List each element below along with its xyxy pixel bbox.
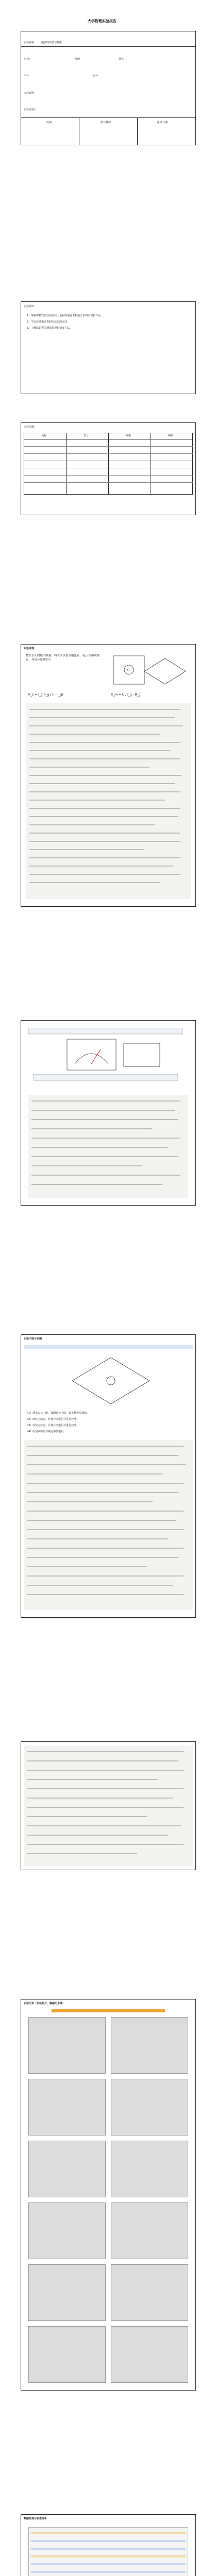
experiment-photo — [28, 2141, 106, 2197]
data-row — [31, 2563, 186, 2565]
principle-cont-lines — [28, 1095, 188, 1198]
review-date-header: 批改日期 — [157, 121, 168, 124]
data-row — [31, 2540, 186, 2542]
step-line: （1）测量表头内阻，按图连接电路，调节使表头满偏。 — [26, 1412, 90, 1415]
equipment-heading: 实验仪器： — [24, 426, 37, 429]
purpose-heading: 实验目的： — [24, 305, 37, 308]
formula-multiplier: R_m = U / I_g - R_g — [111, 693, 141, 697]
data-screenshot — [28, 2527, 188, 2576]
experiment-photo — [111, 2017, 188, 2074]
course-value: 电表的改装与校准 — [41, 41, 62, 44]
experiment-photo — [28, 2326, 106, 2383]
step-line: （3）改装电压表，计算分压电阻并进行校准。 — [26, 1424, 79, 1427]
cover-frame — [21, 31, 196, 145]
principle-heading: 实验原理 — [24, 647, 35, 650]
equip-col: 规格 — [126, 434, 131, 437]
experiment-photo — [111, 2141, 188, 2197]
formula-shunt: R_s = I_g R_g / (I - I_g) — [28, 693, 63, 697]
circuit-diagram-icon — [111, 653, 188, 689]
purpose-line: 3、了解欧姆表的测量原理和刻度方法。 — [27, 327, 73, 330]
highlight-bar — [24, 1345, 193, 1349]
photo-caption-bar — [52, 2009, 165, 2012]
meter-icon — [28, 1028, 183, 1090]
analysis-lines — [24, 1745, 193, 1867]
major-label: 专业： — [24, 58, 32, 61]
date-label: 实验日期 — [24, 92, 35, 95]
experiment-photo — [111, 2326, 188, 2383]
equip-col: 型号 — [84, 434, 89, 437]
experiment-photo — [111, 2079, 188, 2136]
purpose-line: 1、掌握将微安表改装成较大量程的电流表和电压表的原理和方法； — [27, 314, 104, 317]
data-row — [31, 2548, 186, 2550]
equip-col: 编号 — [168, 434, 174, 437]
experiment-photo — [28, 2017, 106, 2074]
score-header: 成绩 — [46, 121, 52, 124]
bridge-circuit-icon — [67, 1355, 155, 1406]
data-row — [31, 2571, 186, 2573]
teacher-header: 指导教师 — [101, 121, 111, 124]
experiment-photo — [111, 2202, 188, 2259]
experiment-photo — [111, 2264, 188, 2321]
class-label: 班级 — [75, 58, 80, 61]
room-label: 实验室房号 — [24, 108, 37, 111]
experiment-photo — [28, 2079, 106, 2136]
experiment-photo — [28, 2202, 106, 2259]
content-heading: 实验内容与步骤 — [24, 1337, 42, 1341]
name-label: 姓名 — [119, 58, 124, 61]
group-label: 组号 — [93, 75, 98, 78]
svg-text:G: G — [127, 668, 130, 672]
data-row — [31, 2532, 186, 2534]
content-lines — [24, 1440, 193, 1610]
equip-col: 名称 — [41, 434, 47, 437]
experiment-photo — [28, 2264, 106, 2321]
photos-heading: 实验记录（实验照片、数据记录等） — [24, 2002, 65, 2005]
step-line: （4）组装欧姆表并确定中值电阻。 — [26, 1430, 67, 1433]
report-title: 大学物理实验报告 — [88, 19, 117, 23]
data-heading: 数据处理与误差分析 — [24, 2517, 47, 2520]
step-line: （2）改装电流表，计算分流电阻并进行校准。 — [26, 1418, 79, 1421]
purpose-line: 2、学会校准电流表和电压表的方法； — [27, 320, 70, 324]
principle-text-lines — [26, 703, 191, 899]
course-label: 实验名称： — [24, 41, 37, 44]
student-id-label: 学号 — [24, 75, 29, 78]
principle-text: 微安表头内阻的测量，将表头改装为电流表、电压表和欧姆表，各部分原理如下： — [26, 654, 100, 662]
data-row — [31, 2555, 186, 2557]
